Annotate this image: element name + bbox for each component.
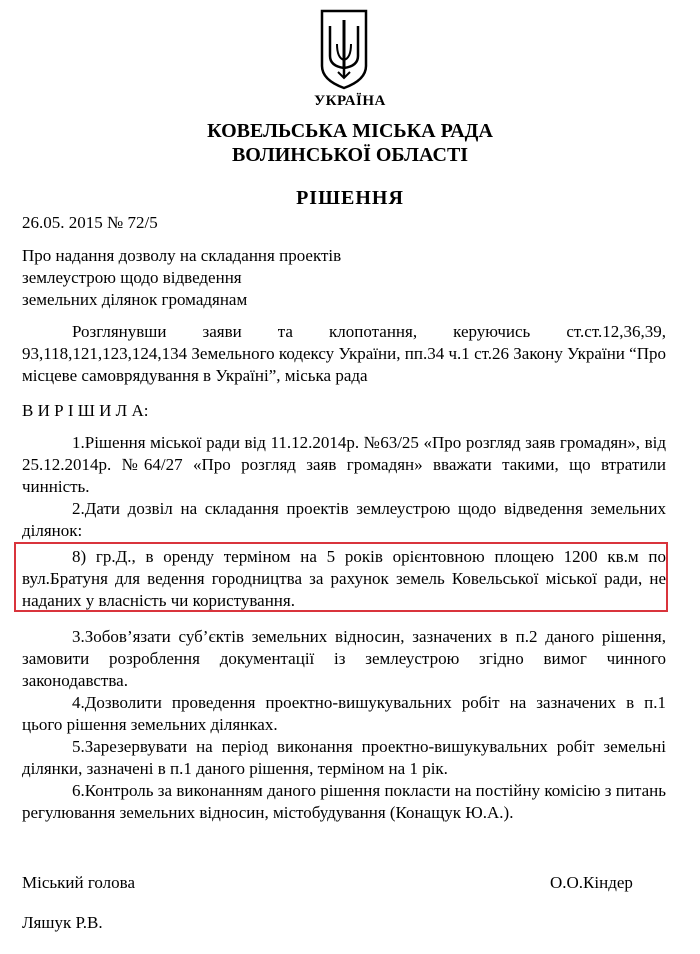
preamble: Розглянувши заяви та клопотання, керуючись ст.ст.12,36,39, 93,118,121,123,124,134 Земельного кодексу України, пп.34 ч.1 ст.26 Закону України “Про місцеве самоврядування в Україні”, міська рада — [22, 322, 666, 385]
subject — [22, 245, 542, 311]
item-2: 2.Дати дозвіл на складання проектів землеустрою щодо відведення земельних ділянок: — [22, 499, 666, 540]
trident-coat-of-arms-icon — [319, 8, 369, 90]
country-name: УКРАЇНА — [314, 93, 386, 109]
subject-line-2: землеустрою щодо відведення — [22, 268, 242, 287]
resolved-heading: В И Р І Ш И Л А: — [22, 401, 149, 420]
item-3: 3.Зобов’язати суб’єктів земельних відносин, зазначених в п.2 даного рішення, замовити розроблення документації із землеустрою згідно вимог чинного законодавства. — [22, 627, 666, 690]
executor-name: Ляшук Р.В. — [22, 913, 103, 932]
council-line-1: КОВЕЛЬСЬКА МІСЬКА РАДА — [207, 120, 493, 142]
date-number: 26.05. 2015 № 72/5 — [22, 213, 158, 232]
document-title: РІШЕННЯ — [296, 187, 404, 209]
item-4: 4.Дозволити проведення проектно-вишукувальних робіт на зазначених в п.1 цього рішення земельних ділянках. — [22, 693, 666, 734]
item-5: 5.Зарезервувати на період виконання проектно-вишукувальних робіт земельні ділянки, зазначені в п.1 даного рішення, терміном на 1 рік. — [22, 737, 666, 778]
item-6: 6.Контроль за виконанням даного рішення покласти на постійну комісію з питань регулювання земельних відносин, містобудування (Конащук Ю.А.). — [22, 781, 666, 822]
item-2-8: 8) гр.Д., в оренду терміном на 5 років орієнтовною площею 1200 кв.м по вул.Братуня для ведення городництва за рахунок земель Ковельської міської ради, не наданих у власність чи користування. — [22, 547, 666, 610]
council-line-2: ВОЛИНСЬКОЇ ОБЛАСТІ — [231, 144, 469, 166]
subject-line-3: земельних ділянок громадянам — [22, 290, 248, 309]
item-1: 1.Рішення міської ради від 11.12.2014р. №63/25 «Про розгляд заяв громадян», від 25.12.2014р. №64/27 «Про розгляд заяв громадян» вважати такими, що втратили чинність. — [22, 433, 666, 496]
signature-position: Міський голова — [22, 873, 135, 892]
subject-line-1: Про надання дозволу на складання проектів — [22, 246, 342, 265]
council-name — [0, 119, 700, 167]
signature-name: О.О.Кіндер — [550, 873, 633, 892]
